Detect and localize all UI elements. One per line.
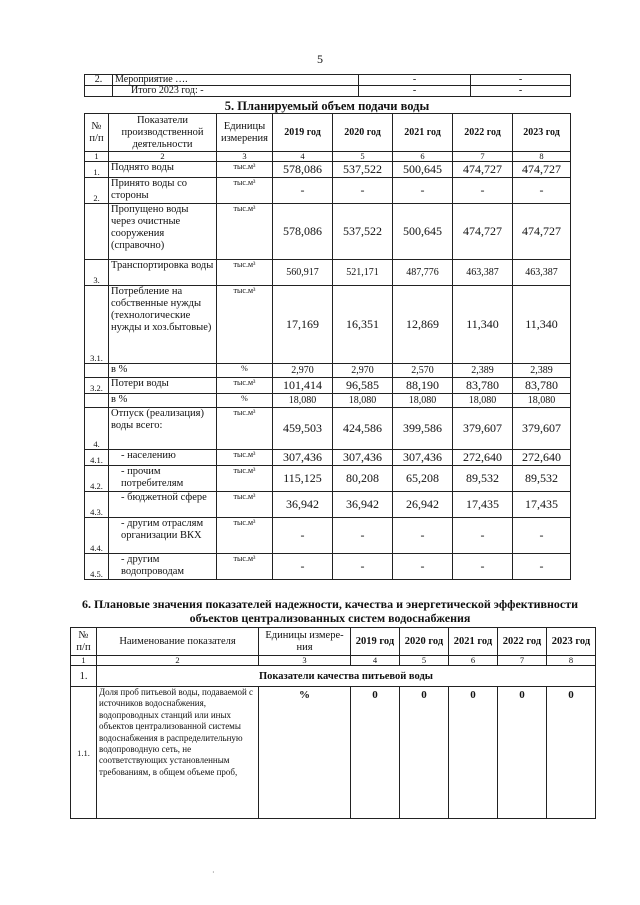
row-value: - <box>513 518 571 554</box>
table-row <box>85 378 571 394</box>
row-name: Транспортировка воды <box>109 260 217 286</box>
row-value: 578,086 <box>273 204 333 260</box>
row-value: 2,570 <box>393 364 453 378</box>
header-year: 2020 год <box>400 628 449 656</box>
row-value: - <box>273 518 333 554</box>
row-name: в % <box>109 364 217 378</box>
table-row <box>85 364 571 378</box>
row-value: 474,727 <box>513 204 571 260</box>
row-value: 2,389 <box>453 364 513 378</box>
row-number <box>85 364 109 378</box>
table-row <box>85 204 571 260</box>
row-name: Мероприятие …. <box>113 75 359 86</box>
table-row <box>85 162 571 178</box>
row-unit: тыс.м³ <box>217 408 273 450</box>
row-name: Отпуск (реализация) воды всего: <box>109 408 217 450</box>
row-value: 578,086 <box>273 162 333 178</box>
row-value: 83,780 <box>513 378 571 394</box>
header-num: № п/п <box>71 628 97 656</box>
row-number: 4.4. <box>85 518 109 554</box>
table-row <box>85 450 571 466</box>
row-value: - <box>333 178 393 204</box>
table-row <box>85 492 571 518</box>
row-value: 18,080 <box>273 394 333 408</box>
row-value: - <box>359 86 471 97</box>
row-number: 3.2. <box>85 378 109 394</box>
row-value: - <box>393 554 453 580</box>
row-value: 0 <box>351 687 400 819</box>
row-number: 1.1. <box>71 687 97 819</box>
row-unit: тыс.м³ <box>217 450 273 466</box>
row-value: 88,190 <box>393 378 453 394</box>
row-name: - прочим потребителям <box>109 466 217 492</box>
row-value: 12,869 <box>393 286 453 364</box>
row-value: - <box>273 178 333 204</box>
row-value: 463,387 <box>513 260 571 286</box>
row-name: Итого 2023 год: - <box>113 86 359 97</box>
header-year: 2019 год <box>351 628 400 656</box>
row-unit: тыс.м³ <box>217 178 273 204</box>
row-value: 65,208 <box>393 466 453 492</box>
row-number: 4.2. <box>85 466 109 492</box>
row-value: 474,727 <box>453 204 513 260</box>
row-value: 115,125 <box>273 466 333 492</box>
row-number: 4.3. <box>85 492 109 518</box>
row-value: 521,171 <box>333 260 393 286</box>
row-unit: % <box>259 687 351 819</box>
previous-table-fragment <box>84 74 571 97</box>
row-value: 17,435 <box>453 492 513 518</box>
row-value: - <box>471 75 571 86</box>
row-name: Пропущено воды через очистные сооружения (справочно) <box>109 204 217 260</box>
row-unit: тыс.м³ <box>217 260 273 286</box>
table-row <box>85 86 571 97</box>
table-row <box>85 518 571 554</box>
row-value: 424,586 <box>333 408 393 450</box>
row-value: - <box>333 554 393 580</box>
column-index: 5 <box>400 656 449 666</box>
row-value: 18,080 <box>333 394 393 408</box>
row-name: Поднято воды <box>109 162 217 178</box>
row-value: 379,607 <box>513 408 571 450</box>
column-index: 3 <box>259 656 351 666</box>
row-unit: тыс.м³ <box>217 162 273 178</box>
column-index: 4 <box>351 656 400 666</box>
scan-speck: · <box>212 868 215 877</box>
row-unit: тыс.м³ <box>217 492 273 518</box>
header-year: 2023 год <box>513 114 571 152</box>
row-value: 272,640 <box>513 450 571 466</box>
row-value: 11,340 <box>453 286 513 364</box>
column-index: 6 <box>393 152 453 162</box>
column-index: 2 <box>109 152 217 162</box>
column-index-row <box>85 152 571 162</box>
row-unit: тыс.м³ <box>217 378 273 394</box>
table-header-row <box>85 114 571 152</box>
row-value: 560,917 <box>273 260 333 286</box>
row-value: 18,080 <box>393 394 453 408</box>
row-value: 474,727 <box>453 162 513 178</box>
row-number <box>85 204 109 260</box>
row-value: - <box>513 178 571 204</box>
row-unit: % <box>217 364 273 378</box>
table-row <box>85 466 571 492</box>
row-number: 3.1. <box>85 286 109 364</box>
row-value: 2,389 <box>513 364 571 378</box>
header-name: Наименование показателя <box>97 628 259 656</box>
row-value: 379,607 <box>453 408 513 450</box>
row-value: 463,387 <box>453 260 513 286</box>
row-value: 2,970 <box>333 364 393 378</box>
row-value: 0 <box>400 687 449 819</box>
row-value: - <box>333 518 393 554</box>
table-row <box>85 394 571 408</box>
row-value: 80,208 <box>333 466 393 492</box>
row-value: 500,645 <box>393 162 453 178</box>
header-year: 2023 год <box>547 628 596 656</box>
row-value: - <box>453 554 513 580</box>
row-unit: % <box>217 394 273 408</box>
row-value: - <box>273 554 333 580</box>
row-name: - другим водопроводам <box>109 554 217 580</box>
column-index: 7 <box>453 152 513 162</box>
row-value: 17,435 <box>513 492 571 518</box>
row-value: 89,532 <box>453 466 513 492</box>
column-index-row <box>71 656 596 666</box>
header-year: 2019 год <box>273 114 333 152</box>
row-value: 83,780 <box>453 378 513 394</box>
column-index: 1 <box>85 152 109 162</box>
row-value: 2,970 <box>273 364 333 378</box>
row-value: 36,942 <box>273 492 333 518</box>
row-value: - <box>453 178 513 204</box>
category-title: Показатели качества питьевой воды <box>97 666 596 687</box>
header-name: Показатели производственной деятельности <box>109 114 217 152</box>
row-name: - населению <box>109 450 217 466</box>
table-row <box>85 286 571 364</box>
table-row <box>85 260 571 286</box>
row-number: 1. <box>85 162 109 178</box>
section6-title: 6. Плановые значения показателей надежности, качества и энергетической эффективности объектов централизованных систем водоснабжения <box>81 597 579 625</box>
row-value: 537,522 <box>333 204 393 260</box>
row-value: 17,169 <box>273 286 333 364</box>
row-value: - <box>393 178 453 204</box>
row-unit: тыс.м³ <box>217 518 273 554</box>
category-row <box>71 666 596 687</box>
row-value: 487,776 <box>393 260 453 286</box>
row-number: 3. <box>85 260 109 286</box>
row-number: 2. <box>85 75 113 86</box>
row-number <box>85 86 113 97</box>
column-index: 3 <box>217 152 273 162</box>
row-unit: тыс.м³ <box>217 466 273 492</box>
column-index: 7 <box>498 656 547 666</box>
row-number <box>85 394 109 408</box>
row-value: 537,522 <box>333 162 393 178</box>
row-unit: тыс.м³ <box>217 554 273 580</box>
column-index: 5 <box>333 152 393 162</box>
row-value: 0 <box>449 687 498 819</box>
header-unit: Единицы измере-ния <box>259 628 351 656</box>
header-year: 2022 год <box>498 628 547 656</box>
header-year: 2020 год <box>333 114 393 152</box>
row-number: 2. <box>85 178 109 204</box>
row-value: - <box>513 554 571 580</box>
row-name: Потери воды <box>109 378 217 394</box>
row-value: 307,436 <box>273 450 333 466</box>
row-name: Принято воды со стороны <box>109 178 217 204</box>
row-value: 500,645 <box>393 204 453 260</box>
row-value: 307,436 <box>333 450 393 466</box>
row-name: - другим отраслям организации ВКХ <box>109 518 217 554</box>
column-index: 1 <box>71 656 97 666</box>
column-index: 6 <box>449 656 498 666</box>
row-name: - бюджетной сфере <box>109 492 217 518</box>
row-number: 4.5. <box>85 554 109 580</box>
row-value: 272,640 <box>453 450 513 466</box>
row-name: Доля проб питьевой воды, подаваемой с источников водоснабжения, водопроводных станций или иных объектов централизованной системы водоснабжения в распределительную водопроводную сеть, не соответствующих установленным требованиям, в общем объеме проб, <box>97 687 259 819</box>
table-row <box>85 178 571 204</box>
header-year: 2022 год <box>453 114 513 152</box>
table-row <box>85 408 571 450</box>
row-unit: тыс.м³ <box>217 204 273 260</box>
table-header-row <box>71 628 596 656</box>
header-unit: Единицы измерения <box>217 114 273 152</box>
section5-title: 5. Планируемый объем подачи воды <box>224 99 430 113</box>
table-row <box>71 687 596 819</box>
table-row <box>85 554 571 580</box>
row-value: - <box>393 518 453 554</box>
row-value: 16,351 <box>333 286 393 364</box>
row-value: - <box>471 86 571 97</box>
row-name: в % <box>109 394 217 408</box>
table-row <box>85 75 571 86</box>
row-value: 474,727 <box>513 162 571 178</box>
row-value: 459,503 <box>273 408 333 450</box>
column-index: 2 <box>97 656 259 666</box>
column-index: 8 <box>513 152 571 162</box>
row-value: - <box>359 75 471 86</box>
row-value: 26,942 <box>393 492 453 518</box>
row-value: 101,414 <box>273 378 333 394</box>
row-value: 36,942 <box>333 492 393 518</box>
row-value: - <box>453 518 513 554</box>
row-value: 399,586 <box>393 408 453 450</box>
row-value: 0 <box>547 687 596 819</box>
column-index: 8 <box>547 656 596 666</box>
indicators-table <box>70 627 596 819</box>
row-value: 18,080 <box>453 394 513 408</box>
row-value: 96,585 <box>333 378 393 394</box>
row-value: 18,080 <box>513 394 571 408</box>
category-num: 1. <box>71 666 97 687</box>
page-number: 5 <box>317 52 323 66</box>
header-year: 2021 год <box>449 628 498 656</box>
row-value: 0 <box>498 687 547 819</box>
row-name: Потребление на собственные нужды (технологические нужды и хоз.бытовые) <box>109 286 217 364</box>
row-number: 4.1. <box>85 450 109 466</box>
row-value: 307,436 <box>393 450 453 466</box>
row-value: 11,340 <box>513 286 571 364</box>
row-number: 4. <box>85 408 109 450</box>
column-index: 4 <box>273 152 333 162</box>
row-value: 89,532 <box>513 466 571 492</box>
water-supply-table <box>84 113 571 580</box>
row-unit: тыс.м³ <box>217 286 273 364</box>
header-num: № п/п <box>85 114 109 152</box>
header-year: 2021 год <box>393 114 453 152</box>
